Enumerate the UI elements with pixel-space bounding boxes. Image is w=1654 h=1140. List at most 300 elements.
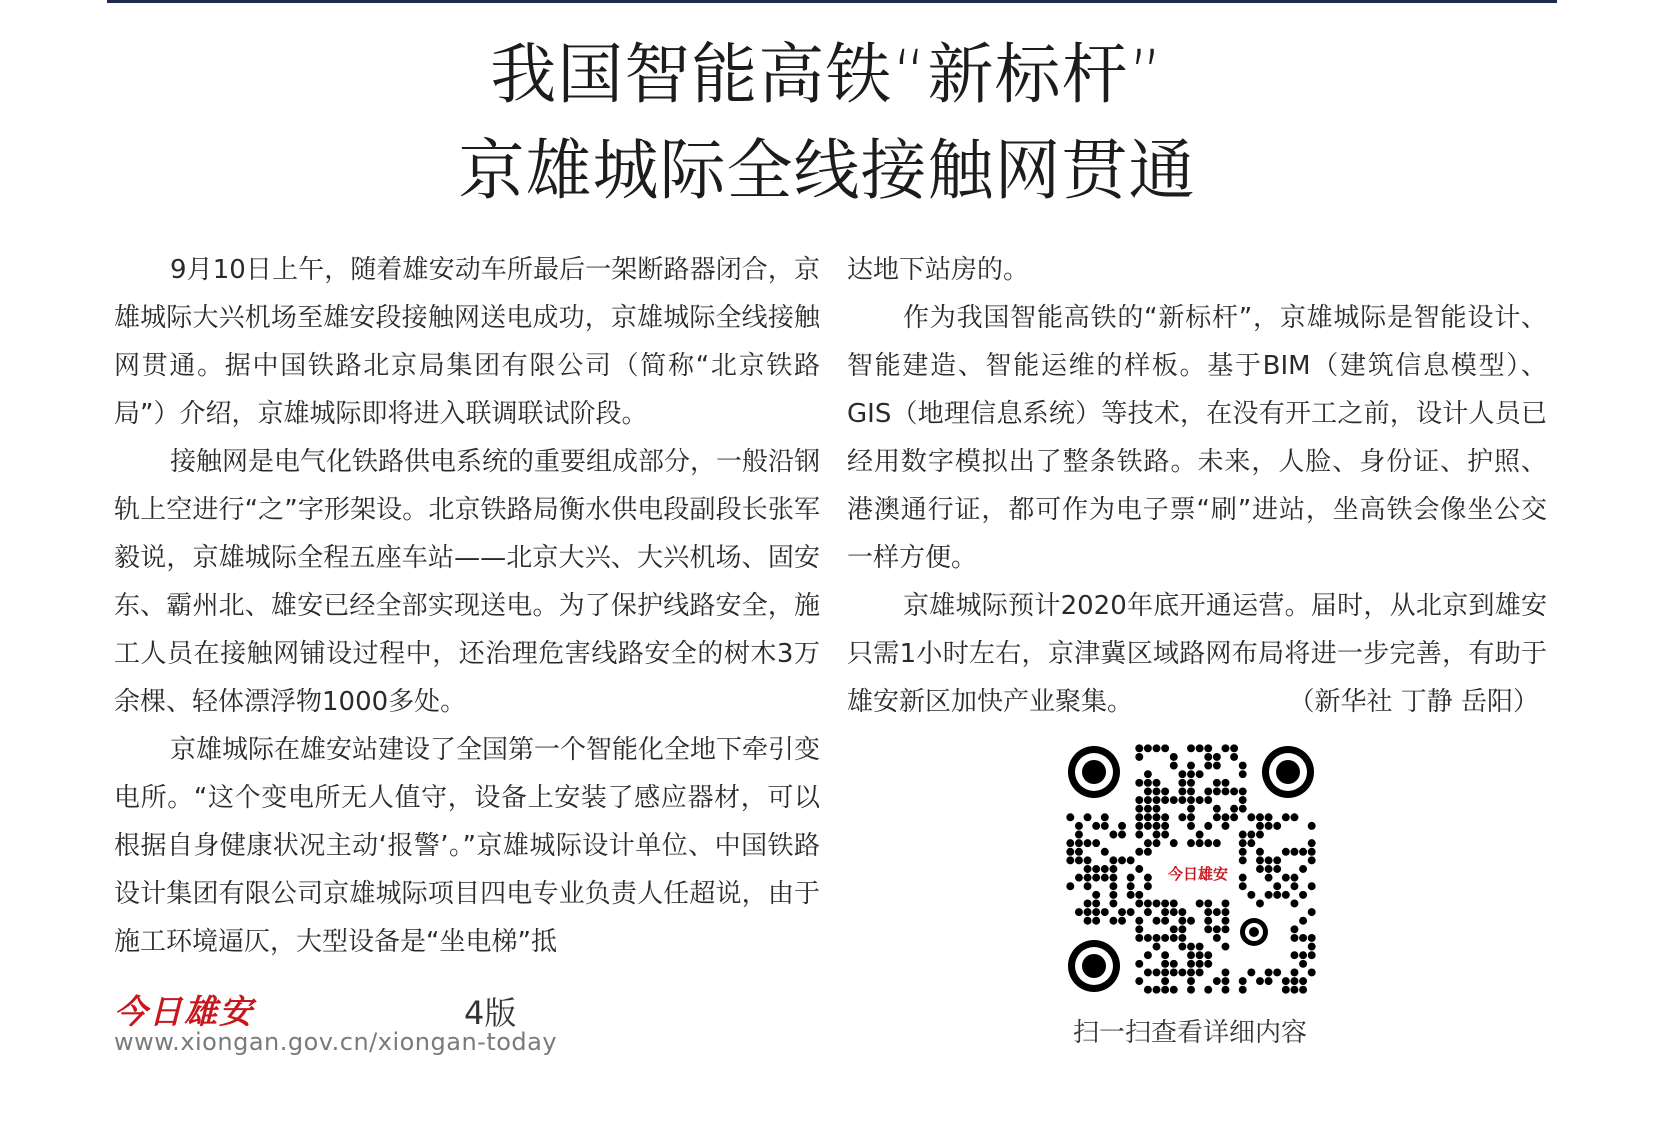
qr-module [1084, 865, 1092, 873]
qr-module [1161, 977, 1169, 985]
qr-module [1222, 925, 1230, 933]
qr-module [1273, 891, 1281, 899]
qr-module [1127, 908, 1135, 916]
qr-module [1153, 813, 1161, 821]
qr-module [1290, 900, 1298, 908]
qr-module [1161, 986, 1169, 994]
qr-module [1101, 848, 1109, 856]
qr-module [1247, 968, 1255, 976]
qr-module [1109, 917, 1117, 925]
qr-module [1290, 874, 1298, 882]
qr-module [1161, 900, 1169, 908]
qr-module [1101, 865, 1109, 873]
qr-module [1265, 856, 1273, 864]
qr-module [1187, 796, 1195, 804]
qr-module [1196, 968, 1204, 976]
qr-module [1161, 960, 1169, 968]
qr-module [1256, 977, 1264, 985]
site-url-link[interactable]: www.xiongan.gov.cn/xiongan-today [114, 1028, 558, 1056]
qr-module [1144, 951, 1152, 959]
qr-module [1213, 934, 1221, 942]
qr-module [1308, 951, 1316, 959]
qr-module [1075, 874, 1083, 882]
qr-module [1273, 968, 1281, 976]
qr-module [1161, 934, 1169, 942]
qr-module [1118, 917, 1126, 925]
qr-module [1196, 943, 1204, 951]
qr-module [1135, 865, 1143, 873]
qr-module [1178, 943, 1186, 951]
qr-module [1256, 848, 1264, 856]
qr-module [1308, 856, 1316, 864]
qr-module [1196, 960, 1204, 968]
qr-module [1273, 865, 1281, 873]
qr-module [1213, 762, 1221, 770]
qr-caption: 扫一扫查看详细内容 [1072, 1018, 1307, 1048]
qr-module [1239, 977, 1247, 985]
qr-module [1144, 787, 1152, 795]
qr-module [1222, 968, 1230, 976]
qr-code-icon[interactable] [1066, 744, 1316, 994]
qr-module [1290, 977, 1298, 985]
qr-module [1282, 874, 1290, 882]
qr-module [1144, 934, 1152, 942]
qr-module [1075, 831, 1083, 839]
qr-module [1092, 865, 1100, 873]
article-right-column [847, 246, 1547, 726]
qr-module [1075, 908, 1083, 916]
qr-module [1187, 951, 1195, 959]
qr-module [1290, 882, 1298, 890]
qr-module [1273, 822, 1281, 830]
qr-module [1308, 968, 1316, 976]
qr-module [1308, 882, 1316, 890]
qr-module [1144, 874, 1152, 882]
qr-module [1153, 779, 1161, 787]
qr-module [1144, 822, 1152, 830]
qr-module [1196, 839, 1204, 847]
headline-line-2: 京雄城际全线接触网贯通 [458, 132, 1196, 209]
qr-module [1222, 917, 1230, 925]
qr-module [1239, 796, 1247, 804]
qr-module [1066, 848, 1074, 856]
qr-module [1153, 934, 1161, 942]
qr-module [1213, 813, 1221, 821]
right-paragraph-1: 达地下站房的。 [847, 255, 1030, 285]
qr-module [1144, 805, 1152, 813]
qr-finder-top-right [1262, 746, 1314, 798]
qr-module [1222, 943, 1230, 951]
qr-module [1204, 960, 1212, 968]
qr-module [1178, 934, 1186, 942]
qr-module [1187, 986, 1195, 994]
qr-module [1196, 951, 1204, 959]
qr-module [1222, 908, 1230, 916]
headline-line-1: 我国智能高铁“新标杆” [490, 36, 1164, 113]
qr-module [1308, 934, 1316, 942]
qr-module [1153, 831, 1161, 839]
qr-center-logo: 今日雄安 [1160, 854, 1236, 894]
qr-module [1161, 822, 1169, 830]
qr-module [1290, 813, 1298, 821]
qr-module [1075, 856, 1083, 864]
qr-module [1256, 822, 1264, 830]
qr-module [1127, 874, 1135, 882]
qr-module [1282, 813, 1290, 821]
qr-module [1161, 831, 1169, 839]
qr-module [1299, 960, 1307, 968]
qr-module [1256, 813, 1264, 821]
qr-module [1290, 968, 1298, 976]
qr-module [1222, 822, 1230, 830]
qr-module [1239, 856, 1247, 864]
qr-module [1144, 839, 1152, 847]
qr-module [1066, 813, 1074, 821]
qr-module [1247, 891, 1255, 899]
qr-module [1144, 986, 1152, 994]
qr-module [1230, 753, 1238, 761]
qr-module [1101, 908, 1109, 916]
qr-module [1196, 900, 1204, 908]
qr-module [1084, 908, 1092, 916]
qr-module [1256, 900, 1264, 908]
qr-module [1222, 813, 1230, 821]
qr-module [1178, 813, 1186, 821]
qr-module [1213, 925, 1221, 933]
qr-module [1213, 839, 1221, 847]
xiongan-today-logo: 今日雄安 [114, 992, 254, 1031]
qr-module [1161, 744, 1169, 752]
qr-module [1084, 874, 1092, 882]
qr-module [1239, 770, 1247, 778]
qr-module [1265, 977, 1273, 985]
qr-module [1161, 787, 1169, 795]
qr-module [1135, 753, 1143, 761]
qr-module [1109, 882, 1117, 890]
qr-module [1213, 753, 1221, 761]
qr-module [1092, 900, 1100, 908]
qr-module [1187, 968, 1195, 976]
qr-module [1161, 796, 1169, 804]
qr-module [1135, 917, 1143, 925]
qr-module [1092, 908, 1100, 916]
qr-module [1127, 891, 1135, 899]
qr-module [1118, 856, 1126, 864]
qr-module [1230, 805, 1238, 813]
qr-module [1230, 744, 1238, 752]
qr-module [1170, 900, 1178, 908]
top-rule [107, 0, 1557, 3]
qr-module [1187, 960, 1195, 968]
qr-module [1187, 779, 1195, 787]
qr-module [1161, 908, 1169, 916]
qr-module [1273, 856, 1281, 864]
qr-module [1161, 968, 1169, 976]
qr-module [1308, 822, 1316, 830]
qr-module [1222, 779, 1230, 787]
article-left-column [114, 246, 820, 966]
qr-module [1256, 856, 1264, 864]
qr-module [1196, 744, 1204, 752]
qr-module [1170, 986, 1178, 994]
qr-module [1308, 839, 1316, 847]
qr-finder-top-left [1068, 746, 1120, 798]
qr-module [1161, 951, 1169, 959]
qr-module [1247, 831, 1255, 839]
qr-module [1239, 874, 1247, 882]
qr-module [1265, 865, 1273, 873]
qr-module [1204, 762, 1212, 770]
qr-module [1092, 874, 1100, 882]
qr-module [1153, 805, 1161, 813]
qr-module [1170, 925, 1178, 933]
qr-module [1101, 813, 1109, 821]
qr-module [1196, 796, 1204, 804]
qr-module [1256, 831, 1264, 839]
qr-module [1170, 934, 1178, 942]
article-byline: （新华社 丁静 岳阳） [1288, 687, 1539, 717]
qr-module [1299, 917, 1307, 925]
qr-module [1092, 891, 1100, 899]
qr-module [1066, 839, 1074, 847]
qr-module [1282, 891, 1290, 899]
qr-alignment [1240, 918, 1268, 946]
qr-module [1290, 986, 1298, 994]
qr-module [1170, 796, 1178, 804]
right-paragraph-3-text: 京雄城际预计2020年底开通运营。届时，从北京到雄安只需1小时左右，京津冀区域路网布局将进一步完善，有助于雄安新区加快产业聚集。 [847, 591, 1547, 717]
qr-module [1178, 968, 1186, 976]
qr-module [1256, 865, 1264, 873]
qr-module [1135, 900, 1143, 908]
qr-module [1144, 848, 1152, 856]
qr-module [1135, 822, 1143, 830]
qr-module [1299, 934, 1307, 942]
qr-module [1239, 762, 1247, 770]
qr-module [1204, 787, 1212, 795]
qr-module [1282, 977, 1290, 985]
qr-module [1204, 753, 1212, 761]
qr-module [1222, 900, 1230, 908]
qr-module [1187, 787, 1195, 795]
qr-module [1153, 744, 1161, 752]
qr-module [1135, 977, 1143, 985]
qr-module [1308, 848, 1316, 856]
qr-module [1204, 796, 1212, 804]
qr-module [1187, 917, 1195, 925]
qr-module [1109, 831, 1117, 839]
qr-module [1213, 779, 1221, 787]
qr-module [1290, 848, 1298, 856]
qr-module [1118, 831, 1126, 839]
qr-module [1144, 882, 1152, 890]
qr-module [1265, 968, 1273, 976]
qr-module [1204, 839, 1212, 847]
qr-module [1178, 770, 1186, 778]
qr-module [1290, 951, 1298, 959]
qr-module [1170, 753, 1178, 761]
qr-module [1187, 813, 1195, 821]
qr-module [1144, 813, 1152, 821]
qr-finder-bottom-left [1068, 940, 1120, 992]
qr-module [1239, 787, 1247, 795]
qr-module [1308, 908, 1316, 916]
qr-module [1196, 770, 1204, 778]
qr-module [1178, 908, 1186, 916]
qr-module [1247, 839, 1255, 847]
qr-module [1239, 848, 1247, 856]
qr-module [1135, 925, 1143, 933]
qr-module [1153, 968, 1161, 976]
qr-module [1084, 813, 1092, 821]
qr-module [1299, 891, 1307, 899]
qr-module [1144, 770, 1152, 778]
page-number: 4版 [464, 994, 517, 1032]
qr-module [1222, 986, 1230, 994]
qr-module [1135, 813, 1143, 821]
qr-module [1230, 787, 1238, 795]
right-paragraph-3 [847, 582, 1547, 726]
qr-module [1109, 900, 1117, 908]
qr-module [1299, 848, 1307, 856]
qr-module [1196, 831, 1204, 839]
qr-module [1239, 831, 1247, 839]
qr-module [1239, 986, 1247, 994]
qr-module [1161, 813, 1169, 821]
qr-module [1265, 822, 1273, 830]
qr-module [1290, 925, 1298, 933]
qr-module [1299, 977, 1307, 985]
qr-module [1204, 951, 1212, 959]
qr-module [1084, 900, 1092, 908]
qr-module [1144, 744, 1152, 752]
qr-module [1135, 805, 1143, 813]
qr-module [1170, 908, 1178, 916]
qr-module [1222, 744, 1230, 752]
qr-module [1153, 787, 1161, 795]
qr-module [1144, 900, 1152, 908]
qr-module [1144, 779, 1152, 787]
qr-module [1213, 787, 1221, 795]
qr-module [1247, 813, 1255, 821]
qr-module [1153, 900, 1161, 908]
left-paragraph-1: 9月10日上午，随着雄安动车所最后一架断路器闭合，京雄城际大兴机场至雄安段接触网送电成功，京雄城际全线接触网贯通。据中国铁路北京局集团有限公司（简称“北京铁路局”）介绍，京雄城际即将进入联调联试阶段。 [114, 255, 820, 429]
qr-module [1204, 744, 1212, 752]
qr-module [1135, 779, 1143, 787]
qr-module [1178, 917, 1186, 925]
qr-module [1178, 925, 1186, 933]
qr-module [1118, 908, 1126, 916]
qr-module [1178, 787, 1186, 795]
qr-module [1265, 891, 1273, 899]
qr-module [1135, 831, 1143, 839]
qr-module [1282, 848, 1290, 856]
qr-module [1084, 839, 1092, 847]
qr-module [1170, 960, 1178, 968]
qr-module [1204, 908, 1212, 916]
qr-module [1084, 917, 1092, 925]
qr-module [1109, 865, 1117, 873]
qr-module [1075, 822, 1083, 830]
qr-module [1101, 874, 1109, 882]
left-paragraph-3: 京雄城际在雄安站建设了全国第一个智能化全地下牵引变电所。“这个变电所无人值守，设备上安装了感应器材，可以根据自身健康状况主动‘报警’。”京雄城际设计单位、中国铁路设计集团有限公司京雄城际项目四电专业负责人任超说，由于施工环境逼仄，大型设备是“坐电梯”抵 [114, 735, 821, 957]
qr-module [1204, 986, 1212, 994]
qr-module [1239, 805, 1247, 813]
qr-module [1170, 968, 1178, 976]
qr-module [1204, 925, 1212, 933]
qr-module [1187, 943, 1195, 951]
qr-module [1299, 865, 1307, 873]
qr-module [1127, 856, 1135, 864]
qr-module [1144, 796, 1152, 804]
qr-module [1273, 882, 1281, 890]
qr-module [1109, 856, 1117, 864]
qr-module [1101, 822, 1109, 830]
qr-module [1187, 762, 1195, 770]
qr-module [1135, 934, 1143, 942]
qr-module [1092, 917, 1100, 925]
right-paragraph-2: 作为我国智能高铁的“新标杆”，京雄城际是智能设计、智能建造、智能运维的样板。基于BIM（建筑信息模型）、GIS（地理信息系统）等技术，在没有开工之前，设计人员已经用数字模拟出了整条铁路。未来，人脸、身份证、护照、港澳通行证，都可作为电子票“刷”进站，坐高铁会像坐公交一样方便。 [847, 303, 1547, 573]
qr-module [1144, 908, 1152, 916]
qr-module [1153, 986, 1161, 994]
qr-module [1153, 943, 1161, 951]
qr-module [1187, 805, 1195, 813]
qr-module [1066, 856, 1074, 864]
qr-module [1161, 917, 1169, 925]
qr-module [1213, 977, 1221, 985]
qr-module [1135, 796, 1143, 804]
qr-module [1170, 762, 1178, 770]
qr-module [1230, 813, 1238, 821]
qr-module [1290, 934, 1298, 942]
qr-module [1187, 977, 1195, 985]
qr-module [1299, 951, 1307, 959]
qr-module [1178, 779, 1186, 787]
qr-module [1066, 882, 1074, 890]
qr-module [1092, 822, 1100, 830]
qr-module [1118, 822, 1126, 830]
qr-module [1308, 943, 1316, 951]
qr-module [1187, 822, 1195, 830]
qr-module [1187, 744, 1195, 752]
qr-module [1127, 882, 1135, 890]
qr-module [1092, 839, 1100, 847]
qr-module [1144, 968, 1152, 976]
qr-module [1153, 917, 1161, 925]
qr-module [1204, 900, 1212, 908]
qr-module [1153, 796, 1161, 804]
qr-module [1084, 882, 1092, 890]
qr-module [1109, 891, 1117, 899]
qr-module [1213, 908, 1221, 916]
qr-module [1204, 917, 1212, 925]
qr-module [1075, 839, 1083, 847]
qr-module [1135, 848, 1143, 856]
qr-module [1153, 839, 1161, 847]
qr-module [1299, 986, 1307, 994]
qr-module [1187, 839, 1195, 847]
qr-module [1282, 986, 1290, 994]
qr-module [1265, 874, 1273, 882]
qr-module [1170, 839, 1178, 847]
qr-module [1135, 960, 1143, 968]
qr-module [1239, 882, 1247, 890]
qr-module [1135, 891, 1143, 899]
qr-module [1075, 848, 1083, 856]
qr-module [1135, 744, 1143, 752]
qr-module [1178, 796, 1186, 804]
qr-module [1222, 787, 1230, 795]
qr-module [1239, 839, 1247, 847]
